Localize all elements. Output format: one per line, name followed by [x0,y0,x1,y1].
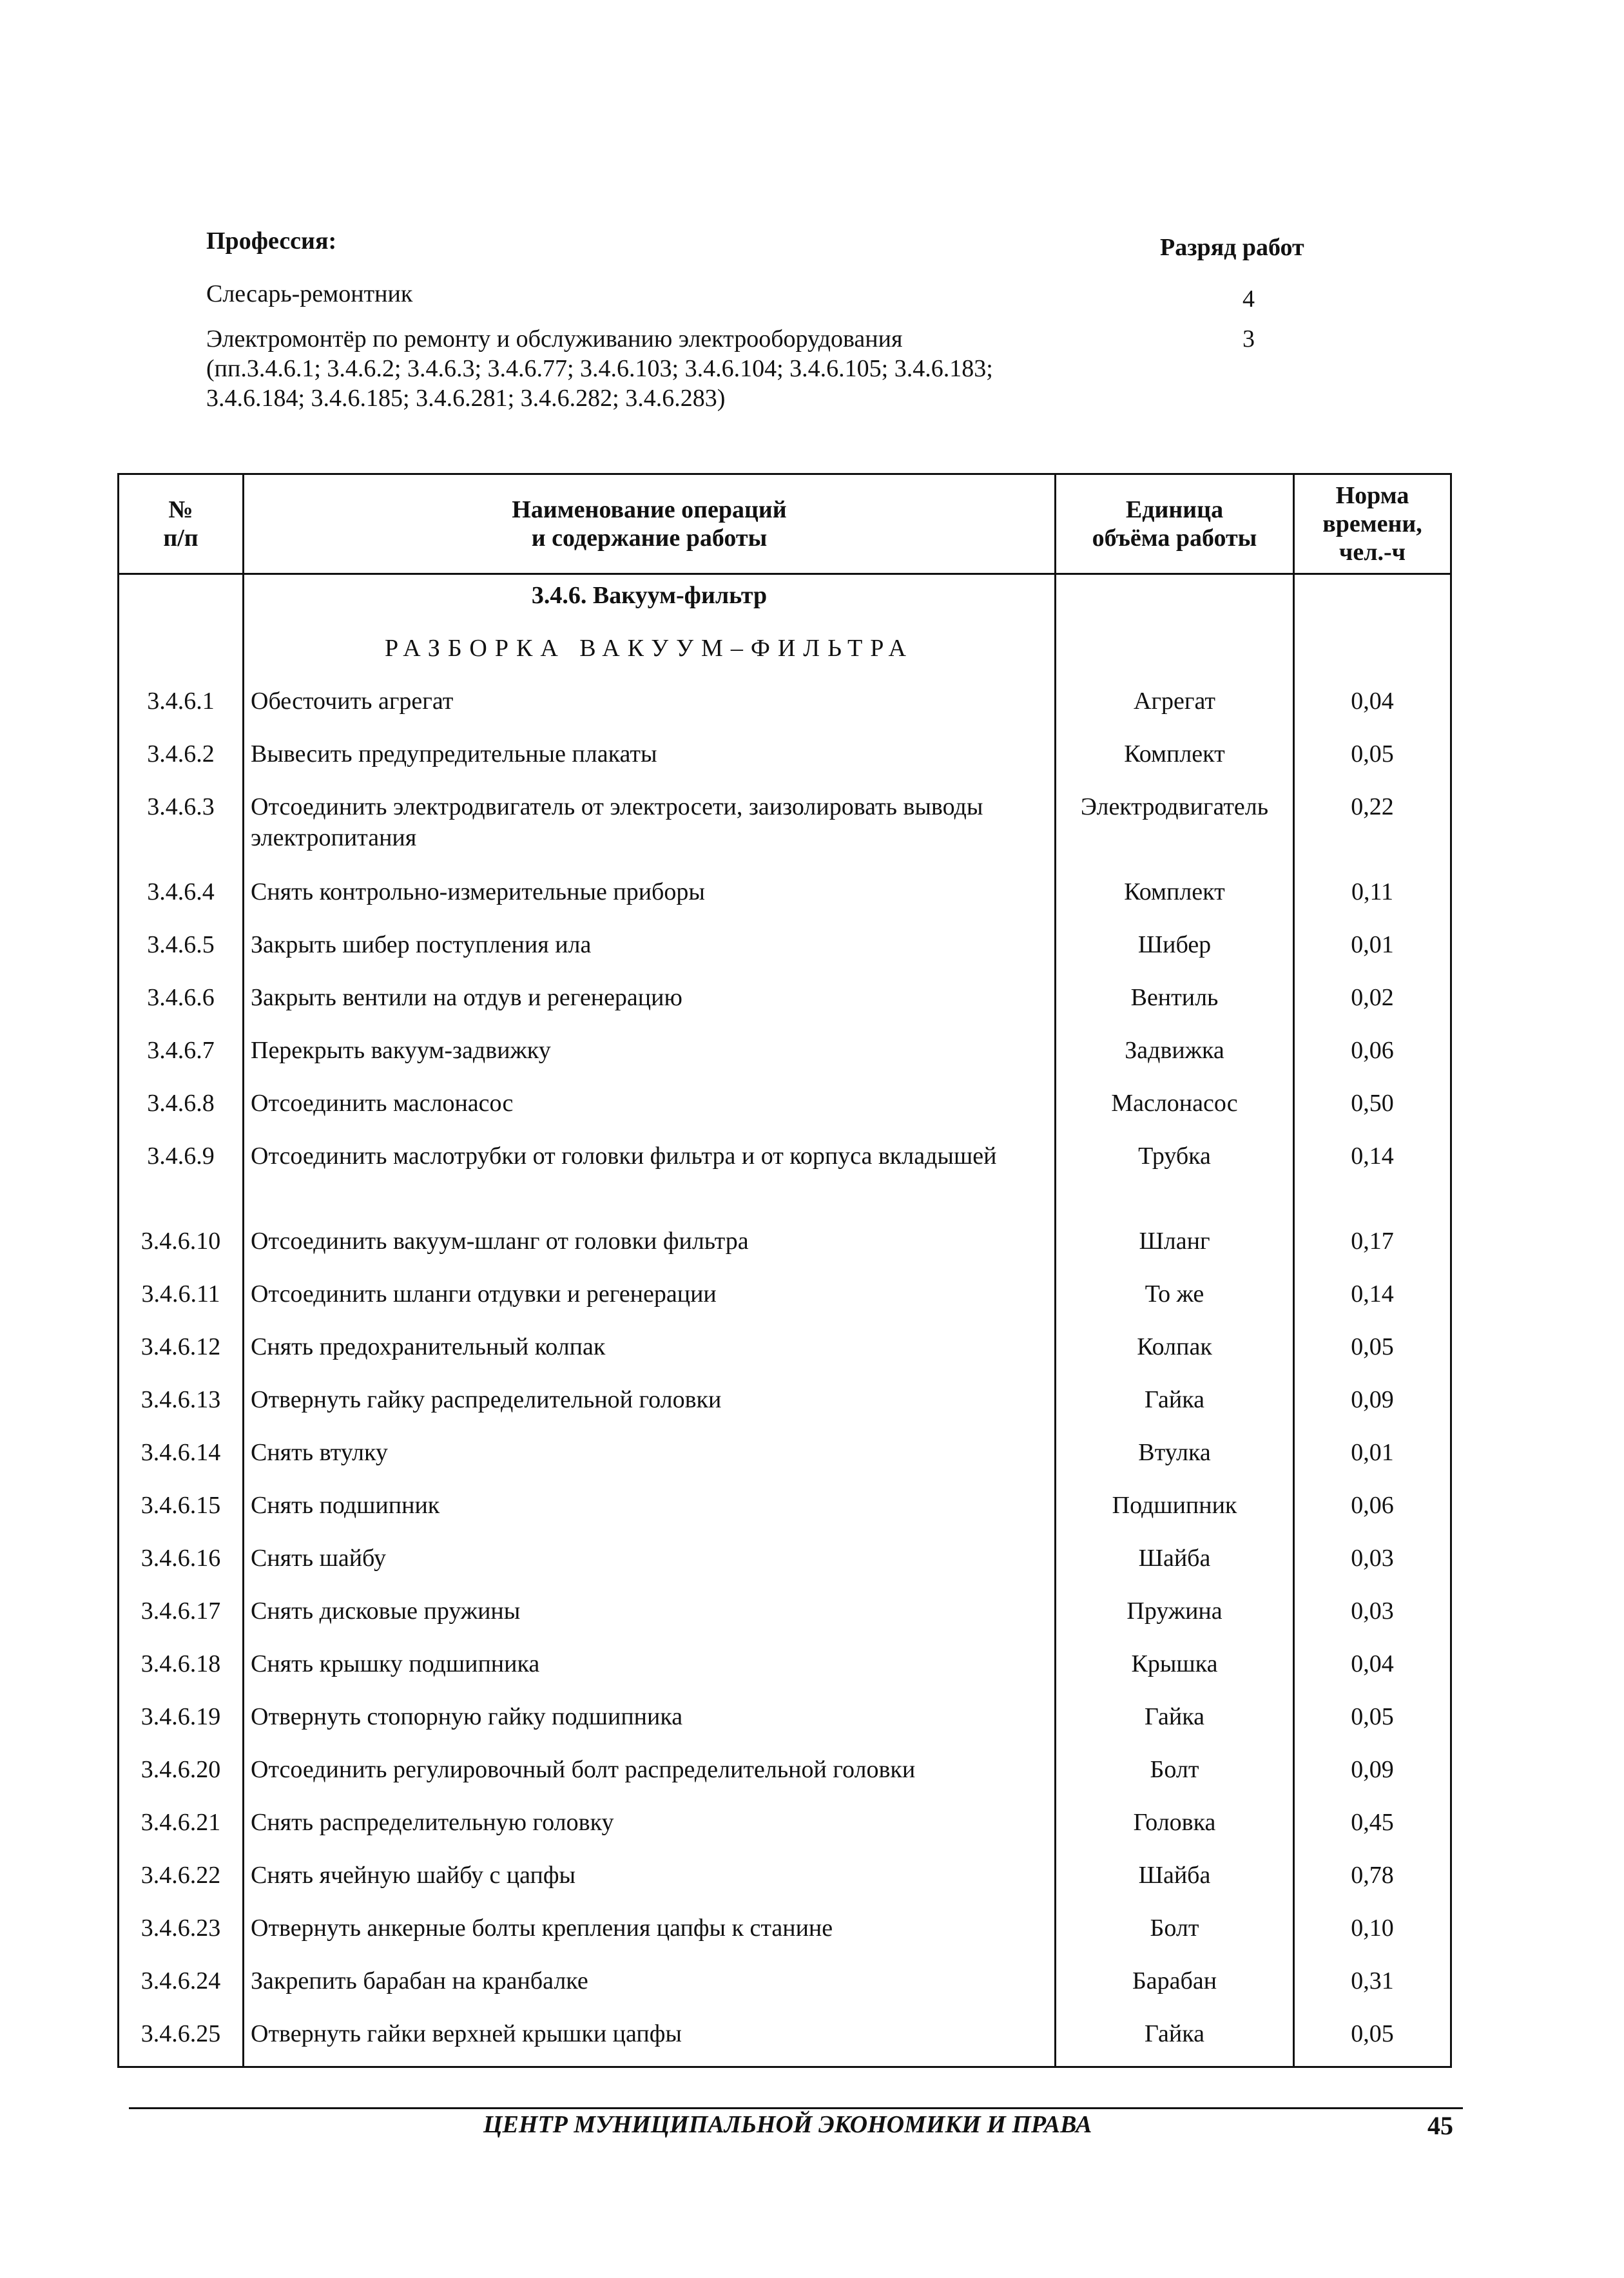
row-norm: 0,01 [1294,1432,1451,1485]
table-row [119,1135,1451,1221]
row-norm: 0,01 [1294,924,1451,977]
row-operation: Снять шайбу [244,1538,1056,1590]
row-operation: Закрепить барабан на кранбалке [244,1960,1056,2013]
row-operation: Снять ячейную шайбу с цапфы [244,1855,1056,1907]
row-operation: Отвернуть гайку распределительной головки [244,1379,1056,1432]
row-norm: 0,50 [1294,1083,1451,1135]
row-norm: 0,06 [1294,1485,1451,1538]
table-row [119,1379,1451,1432]
column-header-number [119,474,244,574]
table-row [119,1855,1451,1907]
row-unit: Головка [1056,1802,1294,1855]
profession-title: Профессия: [206,227,337,255]
row-unit: Шланг [1056,1221,1294,1273]
row-unit: Барабан [1056,1960,1294,2013]
row-unit: Задвижка [1056,1030,1294,1083]
row-unit: Шайба [1056,1855,1294,1907]
table-row [119,871,1451,924]
row-number: 3.4.6.8 [119,1083,244,1135]
row-unit: Подшипник [1056,1485,1294,1538]
section-row [119,574,1451,628]
column-header-unit [1056,474,1294,574]
row-number: 3.4.6.2 [119,733,244,786]
row-operation: Отсоединить регулировочный болт распределительной головки [244,1749,1056,1802]
row-norm: 0,05 [1294,733,1451,786]
row-operation: Снять втулку [244,1432,1056,1485]
column-header-line: Норма [1335,482,1409,509]
row-unit: Вентиль [1056,977,1294,1030]
row-number: 3.4.6.19 [119,1696,244,1749]
row-number: 3.4.6.24 [119,1960,244,2013]
row-number: 3.4.6.5 [119,924,244,977]
table-row [119,924,1451,977]
row-number: 3.4.6.25 [119,2013,244,2067]
column-header-line: объёма работы [1092,525,1257,552]
row-number: 3.4.6.20 [119,1749,244,1802]
row-norm: 0,05 [1294,2013,1451,2067]
row-number: 3.4.6.16 [119,1538,244,1590]
row-operation: Вывесить предупредительные плакаты [244,733,1056,786]
row-operation: Снять подшипник [244,1485,1056,1538]
profession-grade: 3 [1242,325,1255,352]
table-row [119,977,1451,1030]
row-unit: Втулка [1056,1432,1294,1485]
row-operation: Отвернуть гайки верхней крышки цапфы [244,2013,1056,2067]
row-norm: 0,09 [1294,1379,1451,1432]
row-norm: 0,14 [1294,1135,1451,1221]
row-norm: 0,17 [1294,1221,1451,1273]
table-row [119,1960,1451,2013]
row-unit: Маслонасос [1056,1083,1294,1135]
row-number: 3.4.6.22 [119,1855,244,1907]
row-norm: 0,05 [1294,1326,1451,1379]
row-number: 3.4.6.7 [119,1030,244,1083]
row-operation: Отсоединить маслонасос [244,1083,1056,1135]
profession-line: Электромонтёр по ремонту и обслуживанию электрооборудования [206,325,903,352]
table-row [119,1432,1451,1485]
row-number: 3.4.6.12 [119,1326,244,1379]
row-operation: Отсоединить электродвигатель от электросети, заизолировать выводы электропитания [244,786,1056,871]
row-operation: Отсоединить шланги отдувки и регенерации [244,1273,1056,1326]
row-number: 3.4.6.15 [119,1485,244,1538]
table-row [119,1749,1451,1802]
row-norm: 0,04 [1294,681,1451,733]
column-header-line: и содержание работы [531,525,768,552]
profession-line: 3.4.6.184; 3.4.6.185; 3.4.6.281; 3.4.6.282; 3.4.6.283) [206,385,726,412]
column-header-name [244,474,1056,574]
row-unit: Трубка [1056,1135,1294,1221]
table-row [119,1590,1451,1643]
row-operation: Перекрыть вакуум-задвижку [244,1030,1056,1083]
table-row [119,733,1451,786]
row-operation: Снять контрольно-измерительные приборы [244,871,1056,924]
row-operation: Снять распределительную головку [244,1802,1056,1855]
row-norm: 0,31 [1294,1960,1451,2013]
footer-publisher: ЦЕНТР МУНИЦИПАЛЬНОЙ ЭКОНОМИКИ И ПРАВА [483,2111,1092,2138]
table-row [119,1221,1451,1273]
subsection-row [119,628,1451,681]
row-operation: Отсоединить маслотрубки от головки фильтра и от корпуса вкладышей [244,1135,1056,1221]
row-unit: Гайка [1056,1379,1294,1432]
row-operation: Снять крышку подшипника [244,1643,1056,1696]
table-row [119,786,1451,871]
row-norm: 0,78 [1294,1855,1451,1907]
column-header-line: п/п [163,525,198,552]
row-number: 3.4.6.4 [119,871,244,924]
row-norm: 0,09 [1294,1749,1451,1802]
row-number: 3.4.6.9 [119,1135,244,1221]
column-header-line: Единица [1125,496,1224,523]
table-row [119,1907,1451,1960]
column-header-line: № [168,496,193,523]
column-header-line: чел.-ч [1339,539,1406,566]
row-norm: 0,03 [1294,1538,1451,1590]
row-operation: Снять предохранительный колпак [244,1326,1056,1379]
row-unit: Комплект [1056,733,1294,786]
row-unit: Гайка [1056,2013,1294,2067]
operations-table [117,473,1452,2068]
table-row [119,1485,1451,1538]
row-unit: Болт [1056,1907,1294,1960]
row-number: 3.4.6.18 [119,1643,244,1696]
table-row [119,1083,1451,1135]
page-number: 45 [1427,2111,1453,2140]
row-number: 3.4.6.11 [119,1273,244,1326]
row-norm: 0,03 [1294,1590,1451,1643]
table-row [119,2013,1451,2067]
column-header-line: Наименование операций [512,496,787,523]
table-row [119,1802,1451,1855]
row-unit: Пружина [1056,1590,1294,1643]
row-number: 3.4.6.1 [119,681,244,733]
row-number: 3.4.6.3 [119,786,244,871]
subsection-title: РАЗБОРКА ВАКУУМ–ФИЛЬТРА [244,628,1056,681]
row-norm: 0,02 [1294,977,1451,1030]
row-operation: Обесточить агрегат [244,681,1056,733]
row-number: 3.4.6.21 [119,1802,244,1855]
profession-line: Слесарь-ремонтник [206,280,413,307]
table-row [119,1696,1451,1749]
row-unit: Колпак [1056,1326,1294,1379]
table-row [119,1030,1451,1083]
row-number: 3.4.6.6 [119,977,244,1030]
row-unit: Комплект [1056,871,1294,924]
table-row [119,1326,1451,1379]
row-norm: 0,06 [1294,1030,1451,1083]
row-operation: Закрыть шибер поступления ила [244,924,1056,977]
row-norm: 0,45 [1294,1802,1451,1855]
row-norm: 0,11 [1294,871,1451,924]
row-unit: Агрегат [1056,681,1294,733]
table-row [119,681,1451,733]
profession-grade: 4 [1242,285,1255,313]
row-unit: Крышка [1056,1643,1294,1696]
grade-title: Разряд работ [1160,234,1304,261]
table-header-row [119,474,1451,574]
row-unit: Шибер [1056,924,1294,977]
row-operation: Снять дисковые пружины [244,1590,1056,1643]
section-title: 3.4.6. Вакуум-фильтр [244,574,1056,628]
row-norm: 0,05 [1294,1696,1451,1749]
row-operation: Закрыть вентили на отдув и регенерацию [244,977,1056,1030]
row-operation: Отвернуть стопорную гайку подшипника [244,1696,1056,1749]
row-number: 3.4.6.23 [119,1907,244,1960]
row-norm: 0,14 [1294,1273,1451,1326]
row-number: 3.4.6.10 [119,1221,244,1273]
row-unit: Электродвигатель [1056,786,1294,871]
table-row [119,1538,1451,1590]
column-header-line: времени, [1322,510,1422,537]
row-norm: 0,22 [1294,786,1451,871]
row-number: 3.4.6.17 [119,1590,244,1643]
row-operation: Отсоединить вакуум-шланг от головки фильтра [244,1221,1056,1273]
row-number: 3.4.6.13 [119,1379,244,1432]
row-unit: Шайба [1056,1538,1294,1590]
row-number: 3.4.6.14 [119,1432,244,1485]
row-norm: 0,04 [1294,1643,1451,1696]
table-row [119,1273,1451,1326]
row-unit: Болт [1056,1749,1294,1802]
table-row [119,1643,1451,1696]
profession-line: (пп.3.4.6.1; 3.4.6.2; 3.4.6.3; 3.4.6.77; 3.4.6.103; 3.4.6.104; 3.4.6.105; 3.4.6.183; [206,355,993,382]
row-operation: Отвернуть анкерные болты крепления цапфы к станине [244,1907,1056,1960]
footer-rule [129,2107,1463,2109]
column-header-norm [1294,474,1451,574]
row-unit: Гайка [1056,1696,1294,1749]
row-unit: То же [1056,1273,1294,1326]
row-norm: 0,10 [1294,1907,1451,1960]
